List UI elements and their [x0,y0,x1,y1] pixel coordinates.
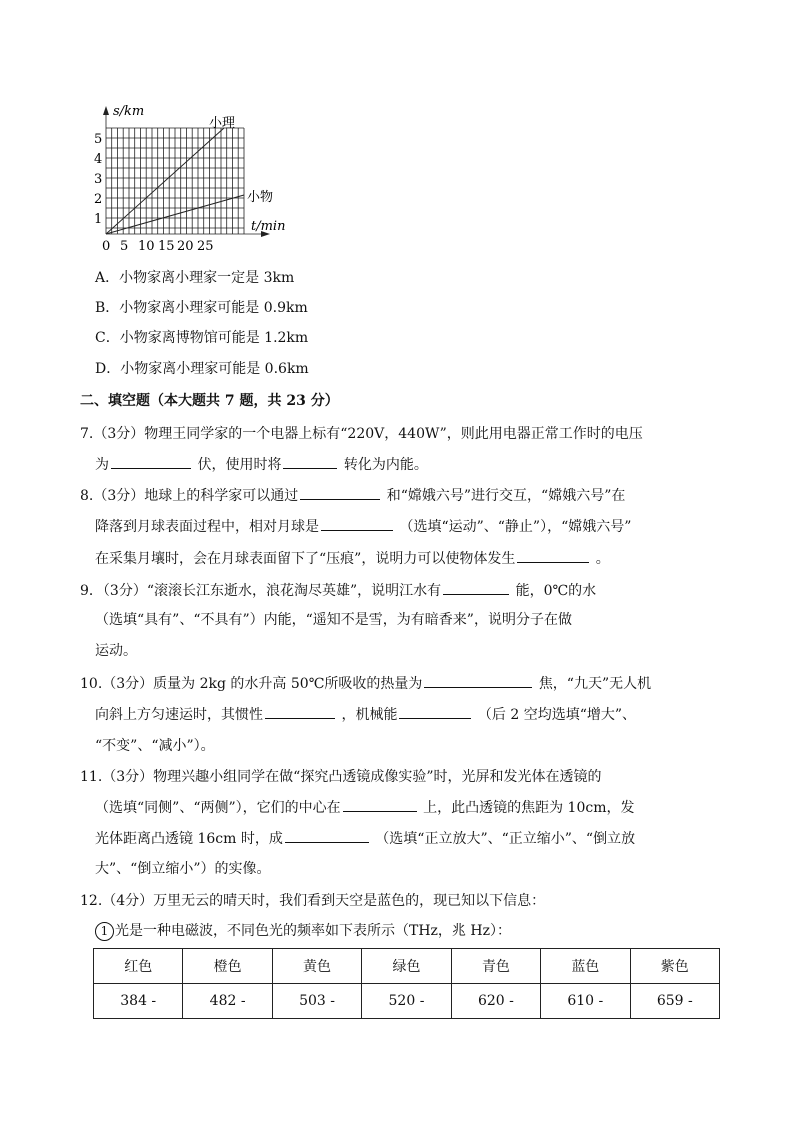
q8-text: 和“嫦娥六号”进行交互，“嫦娥六号”在 [386,488,626,504]
graph-grid [106,115,262,234]
q11-line-1: 11.（3分）物理兴趣小组同学在做“探究凸透镜成像实验”时，光屏和发光体在透镜的 [80,769,602,785]
q7-line-1: 7.（3分）物理王同学家的一个电器上标有“220V，440W”，则此用电器正常工作时的电压 [80,426,643,442]
q8-text: （选填“运动”、“静止”），“嫦娥六号” [399,519,632,535]
q10-blank-heat[interactable] [424,673,532,688]
q9-text: 9．（3分）“滚滚长江东逝水，浪花淘尽英雄”，说明江水有 [80,583,442,599]
x-tick-5: 5 [120,239,129,254]
table-row [94,984,720,1019]
q11-text: （选填“同侧”、“两侧”），它们的中心在 [95,800,341,816]
table-cell: 659 - [630,984,719,1019]
y-axis-arrow [103,106,109,115]
q11-blank-center[interactable] [343,797,417,812]
q10-text: ，机械能 [341,707,398,723]
option-letter: A． [95,270,120,286]
option-text: 小物家离小理家可能是 0.6km [120,361,309,377]
option-letter: D． [95,361,121,377]
q10-line-1 [80,673,651,694]
y-tick-5: 5 [94,132,103,147]
option-a [95,268,294,288]
table-header-cell: 红色 [94,949,183,984]
table-header-cell: 紫色 [630,949,719,984]
q11-blank-image[interactable] [285,828,369,843]
y-axis-label: s/km [113,104,145,119]
table-header-cell: 黄色 [272,949,361,984]
q11-line-4: 大”、“倒立缩小”）的实像。 [95,861,271,877]
y-tick-4: 4 [94,152,103,167]
table-cell: 482 - [183,984,272,1019]
option-d [95,359,309,379]
q9-text: 能，0℃的水 [515,583,597,599]
q10-line-3: “不变”、“减小”）。 [95,738,215,754]
q10-text: （后 2 空均选填“增大”、 [477,707,637,723]
q10-text: 向斜上方匀速运时，其惯性 [95,707,263,723]
q9-blank-1[interactable] [443,580,509,595]
option-text: 小物家离博物馆可能是 1.2km [119,330,309,346]
table-cell: 384 - [94,984,183,1019]
option-text: 小物家离小理家可能是 0.9km [119,300,308,316]
q11-text: 上，此凸透镜的焦距为 10cm，发 [423,800,635,816]
distance-time-graph [88,98,298,258]
table-header-row [94,949,720,984]
q12-text: 光是一种电磁波，不同色光的频率如下表所示（THz，兆 Hz）： [115,923,511,939]
q12-line-2 [95,921,511,941]
table-header-cell: 蓝色 [541,949,630,984]
q7-blank-voltage[interactable] [111,454,191,469]
line-label-xiaowu: 小物 [247,190,274,205]
q11-text: 光体距离凸透镜 16cm 时，成 [95,831,283,847]
section-heading: 二、填空题（本大题共 7 题，共 23 分） [80,393,339,409]
q9-line-2: （选填“具有”、“不具有”）内能，“遥知不是雪，为有暗香来”，说明分子在做 [95,612,572,628]
q8-line-2 [95,516,631,537]
x-tick-20: 20 [177,239,194,254]
option-letter: B． [95,300,120,316]
x-tick-25: 25 [197,239,214,254]
table-cell: 620 - [451,984,540,1019]
q10-text: 10.（3分）质量为 2kg 的水升高 50℃所吸收的热量为 [80,676,423,692]
frequency-table [93,948,720,1019]
q8-text: 在采集月壤时，会在月球表面留下了“压痕”，说明力可以使物体发生 [95,551,516,567]
x-tick-10: 10 [138,239,155,254]
q7-line-2 [95,454,428,475]
q8-blank-3[interactable] [517,548,589,563]
q8-text: 8.（3分）地球上的科学家可以通过 [80,488,299,504]
q7-text: 伏，使用时将 [197,457,282,473]
q8-blank-1[interactable] [300,485,380,500]
y-tick-1: 1 [94,212,103,227]
table-cell: 503 - [272,984,361,1019]
q10-text: 焦，“九天”无人机 [538,676,652,692]
q7-blank-energy[interactable] [283,454,337,469]
q10-line-2 [95,704,636,725]
q10-blank-inertia[interactable] [265,704,335,719]
q7-text: 为 [95,457,109,473]
x-tick-0: 0 [102,239,111,254]
table-header-cell: 青色 [451,949,540,984]
q9-line-3: 运动。 [95,643,137,659]
option-c [95,328,308,348]
table-header-cell: 绿色 [362,949,451,984]
y-tick-2: 2 [94,192,103,207]
x-tick-15: 15 [158,239,175,254]
q11-line-2 [95,797,634,818]
option-text: 小物家离小理家一定是 3km [119,270,295,286]
q8-blank-2[interactable] [321,516,393,531]
circled-number: 1 [95,922,114,941]
y-tick-3: 3 [94,172,103,187]
q8-line-3 [95,548,610,569]
q8-text: 降落到月球表面过程中，相对月球是 [95,519,319,535]
line-label-xiaoli: 小理 [209,116,236,131]
table-header-cell: 橙色 [183,949,272,984]
q8-line-1 [80,485,625,506]
q7-text: 转化为内能。 [343,457,428,473]
option-b [95,298,308,318]
q11-line-3 [95,828,635,849]
q10-blank-mechanical[interactable] [399,704,471,719]
x-axis-label: t/min [251,219,286,234]
q12-line-1: 12.（4分）万里无云的晴天时，我们看到天空是蓝色的，现已知以下信息： [80,893,546,909]
table-cell: 610 - [541,984,630,1019]
table-cell: 520 - [362,984,451,1019]
q8-text: 。 [595,551,610,567]
q9-line-1 [80,580,596,601]
q11-text: （选填“正立放大”、“正立缩小”、“倒立放 [375,831,636,847]
option-letter: C． [95,330,120,346]
